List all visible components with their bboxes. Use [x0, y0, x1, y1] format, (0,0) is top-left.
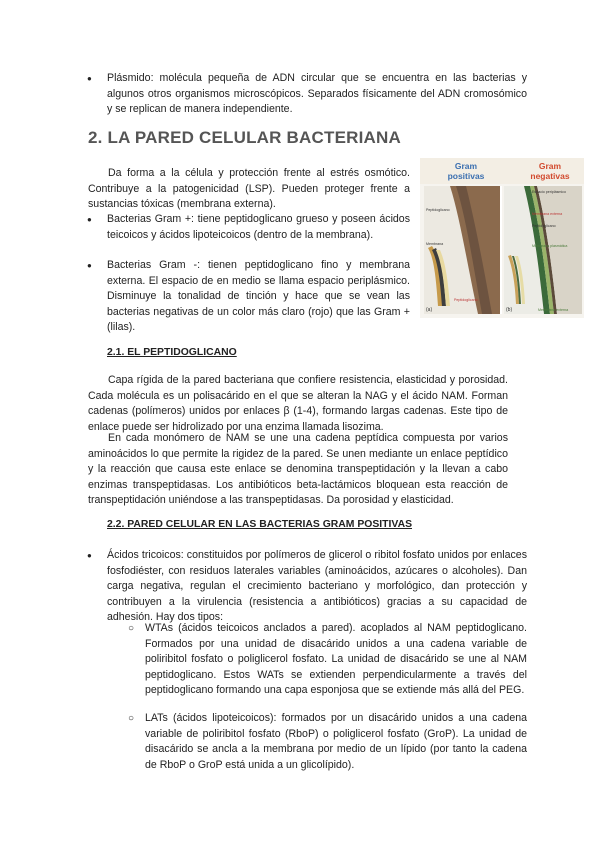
gram-positive-bullet: ● Bacterias Gram +: tiene peptidoglicano grueso y poseen ácidos teicoicos y ácidos lipoteicoicos (dentro de la membrana).	[107, 212, 410, 243]
peptidoglycan-para-1: Capa rígida de la pared bacteriana que confiere resistencia, elasticidad y porosidad. Cada molécula es un polisacárido en el que se alteran la NAG y el ácido NAM. Forman cadenas (polímeros) unidos por enlaces β (1-4), formando largas cadenas. Este tipo de enlace puede ser hidrolizado por una enzima llamada lisozima.	[88, 374, 508, 433]
teichoic-acids-bullet: ● Ácidos tricoicos: constituidos por polímeros de glicerol o ribitol fosfato unidos por enlaces fosfodiéster, con residuos laterales variables (aminoácidos, azúcares o alcoholes). Dan carga negativa, regulan el crecimiento bacteriano y morfológico, dan protección y contribuyen a la virulencia (resistencia a antibióticos) gracias a su capacidad de adhesión. Hay dos tipos:	[107, 548, 527, 626]
peptidoglycan-heading: 2.1. EL PEPTIDOGLICANO	[107, 347, 237, 358]
neg-label-1: Espacio periplásmico	[532, 190, 566, 194]
pos-label-2: Membrana	[426, 242, 444, 246]
panel-a-label: (a)	[426, 307, 433, 313]
peptidoglycan-para-2: En cada monómero de NAM se une una cadena peptídica compuesta por varios aminoácidos lo que permite la rigidez de la pared. Se unen mediante un enlace peptídico y la reacción que causa este enlace se denomina transpeptidación y la llevan a cabo enzimas transpeptidasas. Los antibióticos beta-lactámicos bloquean esta reacción de transpeptidación uniéndose a las transpeptidasas. Da porosidad y elasticidad.	[88, 432, 508, 506]
wta-item: ○ WTAs (ácidos teicoicos anclados a pared). acoplados al NAM peptidoglicano. Formados por una unidad de disacárido unidos a una cadena variable de poliribitol fosfato o poliglicerol fosfato. La unidad de disacárido se une al NAM peptidoglicano. Estos WATs se extienden perpendicularmente a través del peptidoglicano formando una capa esponjosa que se extiende más allá del PEG.	[145, 621, 527, 699]
neg-label-4: Membrana plasmática	[532, 244, 568, 248]
pos-label-1: Peptidoglicano	[426, 208, 450, 212]
neg-label-5: Membrana externa	[538, 308, 569, 312]
section-title: 2. LA PARED CELULAR BACTERIANA	[88, 128, 401, 147]
gram-wall-illustration	[420, 158, 584, 318]
section-intro: Da forma a la célula y protección frente al estrés osmótico. Contribuye a la patogenicidad (LSP). Pueden proteger frente a sustancias tóxicas (membrana externa).	[88, 167, 410, 210]
gram-wall-figure	[420, 158, 584, 318]
gram-negative-bullet: ● Bacterias Gram -: tienen peptidoglicano fino y membrana externa. El espacio de en medio se llama espacio periplásmico. Disminuye la tonalidad de tinción y hace que se vean las bacterias negativas de un color más claro (rojo) que las Gram + (lilas).	[107, 258, 410, 336]
plasmid-bullet: ● Plásmido: molécula pequeña de ADN circular que se encuentra en las bacterias y algunos otros organismos microscópicos. Separados físicamente del ADN cromosómico y se replican de manera independiente.	[107, 71, 527, 118]
gram-positive-wall-heading: 2.2. PARED CELULAR EN LAS BACTERIAS GRAM POSITIVAS	[107, 519, 413, 530]
gram-negative-label: Gram negativas	[530, 161, 570, 181]
panel-b-label: (b)	[506, 307, 513, 313]
neg-label-3: Peptidoglicano	[532, 224, 556, 228]
pos-label-3: Peptidoglicano	[454, 298, 478, 302]
lta-item: ○ LATs (ácidos lipoteicoicos): formados por un disacárido unidos a una cadena variable de poliribitol fosfato (RboP) o poliglicerol fosfato (GroP). La unidad de disacárido se ancla a la membrana por medio de un lípido (por tanto la cadena de RboP o GroP está unida a un glicolípido).	[145, 711, 527, 773]
gram-positive-label: Gram positivas	[447, 161, 485, 181]
neg-label-2: Membrana externa	[532, 212, 563, 216]
